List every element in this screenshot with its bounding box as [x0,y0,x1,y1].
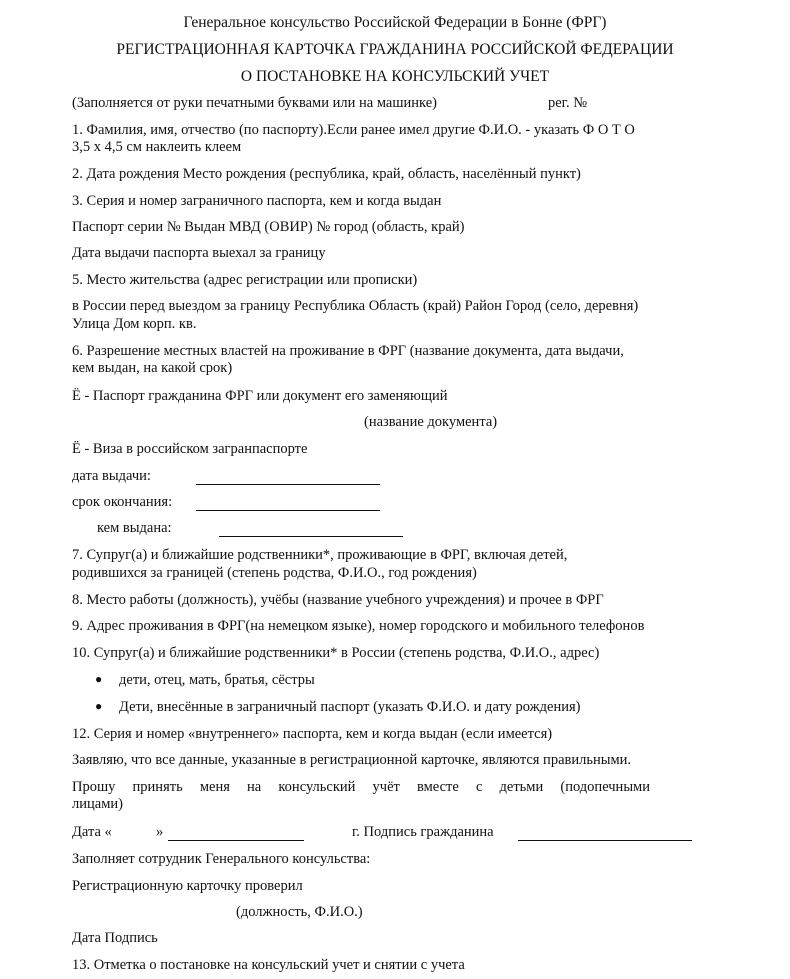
bullet-relatives: дети, отец, мать, братья, сёстры [119,672,315,688]
consulate-title: Генеральное консульство Российской Федерации в Бонне (ФРГ) [183,14,607,31]
visa-end-label: срок окончания: [72,494,173,510]
item-8-work: 8. Место работы (должность), учёбы (название учебного учреждения) и прочее в ФРГ [72,592,604,608]
bullet-dot-icon: ● [95,699,103,713]
fill-note: (Заполняется от руки печатными буквами или на машинке) [72,95,437,111]
date-day-field[interactable] [118,827,152,841]
item-1-photo: 3,5 х 4,5 см наклеить клеем [72,139,242,155]
document-name-caption: (название документа) [364,414,498,430]
visa-date-field[interactable] [196,471,380,485]
frg-passport-line: Ё - Паспорт гражданина ФРГ или документ его заменяющий [72,388,448,404]
card-checked-line: Регистрационную карточку проверил [72,878,303,894]
visa-end-field[interactable] [196,497,380,511]
visa-line: Ё - Виза в российском загранпаспорте [72,441,308,457]
item-9-address-frg: 9. Адрес проживания в ФРГ(на немецком языке), номер городского и мобильного телефонов [72,618,645,634]
visa-issuer-field[interactable] [219,523,403,537]
item-3-passport: 3. Серия и номер заграничного паспорта, кем и когда выдан [72,193,442,209]
item-12-internal-passport: 12. Серия и номер «внутреннего» паспорта, кем и когда выдан (если имеется) [72,726,553,742]
declaration: Заявляю, что все данные, указанные в регистрационной карточке, являются правильными. [72,752,632,768]
item-2-birth: 2. Дата рождения Место рождения (республика, край, область, населённый пункт) [72,166,581,182]
visa-issuer-label: кем выдана: [97,520,172,536]
request-line-end: лицами) [72,796,123,812]
bullet-dot-icon: ● [95,672,103,686]
position-caption: (должность, Ф.И.О.) [236,904,363,920]
visa-date-label: дата выдачи: [72,468,151,484]
date-month-field[interactable] [168,827,304,841]
year-signature-label: г. Подпись гражданина [352,824,494,840]
item-1-name: 1. Фамилия, имя, отчество (по паспорту).Если ранее имел другие Ф.И.О. - указать Ф О Т О [72,122,635,138]
street-line: Улица Дом корп. кв. [72,316,197,332]
reg-number-label: рег. № [548,95,588,111]
request-line: Прошу принять меня на консульский учёт вместе с детьми (подопечными [72,779,650,795]
passport-series-line: Паспорт серии № Выдан МВД (ОВИР) № город (область, край) [72,219,465,235]
date-signature-line: Дата Подпись [72,930,158,946]
date-label: Дата « [72,824,112,840]
passport-issue-date-line: Дата выдачи паспорта выехал за границу [72,245,326,261]
citizen-signature-field[interactable] [518,827,692,841]
bullet-children-passport: Дети, внесённые в заграничный паспорт (указать Ф.И.О. и дату рождения) [119,699,581,715]
date-quote-close: » [156,824,164,840]
russia-address-line: в России перед выездом за границу Республика Область (край) Район Город (село, деревня) [72,298,639,314]
item-6-permit: 6. Разрешение местных властей на проживание в ФРГ (название документа, дата выдачи, [72,343,624,359]
staff-section-label: Заполняет сотрудник Генерального консульства: [72,851,371,867]
item-5-residence: 5. Место жительства (адрес регистрации или прописки) [72,272,418,288]
item-13-registration-mark: 13. Отметка о постановке на консульский учет и снятии с учета [72,957,465,973]
item-7-children: родившихся за границей (степень родства, Ф.И.О., год рождения) [72,565,477,581]
item-6-issuer: кем выдан, на какой срок) [72,360,233,376]
item-10-relatives-russia: 10. Супруг(а) и ближайшие родственники* в России (степень родства, Ф.И.О., адрес) [72,645,600,661]
card-subtitle: О ПОСТАНОВКЕ НА КОНСУЛЬСКИЙ УЧЕТ [240,68,550,85]
item-7-relatives: 7. Супруг(а) и ближайшие родственники*, проживающие в ФРГ, включая детей, [72,547,568,563]
card-title: РЕГИСТРАЦИОННАЯ КАРТОЧКА ГРАЖДАНИНА РОССИЙСКОЙ ФЕДЕРАЦИИ [116,41,674,58]
